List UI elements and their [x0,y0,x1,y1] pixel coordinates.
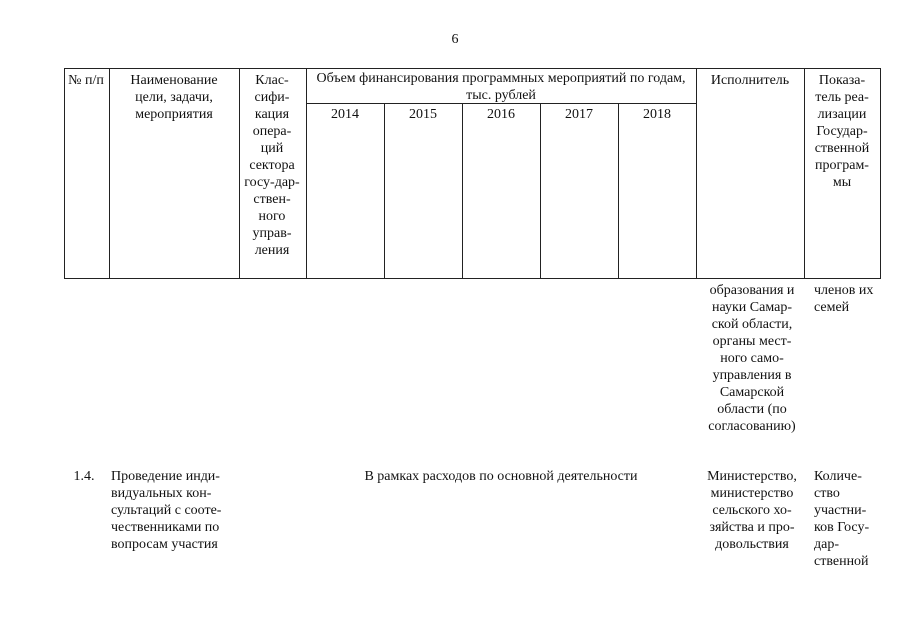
table-top-border [64,68,880,69]
col-border [64,68,65,279]
table-bottom-border [64,278,880,279]
header-executor: Исполнитель [710,73,790,88]
col-border [880,68,881,279]
header-number: № п/п [68,73,104,88]
row-name: Проведение инди-видуальных кон-сультаций с соотe-чественниками по вопросам участия [111,469,222,552]
header-indicator: Показа-тель реа-лизации Государ-ственной програм-мы [814,73,870,190]
col-border [804,68,805,279]
col-border [384,103,385,279]
continued-executor: образования и науки Самар-ской области, органы мест-ного само-управления в Самарской области (по согласованию) [708,283,796,434]
col-border [109,68,110,279]
row-executor: Министерство, министерство сельского хо-зяйства и про-довольствия [707,469,797,552]
header-funding: Объем финансирования программных мероприятий по годам, тыс. рублей [316,71,686,103]
col-border [540,103,541,279]
header-year-2016: 2016 [487,107,515,122]
col-border [462,103,463,279]
header-year-2018: 2018 [643,107,671,122]
row-number: 1.4. [73,469,95,484]
row-funding: В рамках расходов по основной деятельности [364,469,638,484]
col-border [306,68,307,279]
header-year-2017: 2017 [565,107,593,122]
header-name: Наименование цели, задачи, мероприятия [130,73,218,122]
row-indicator: Количе-ство участни-ков Госу-дар-ственной [814,469,870,569]
col-border [696,68,697,279]
continued-indicator: членов их семей [814,283,874,315]
header-classification: Клас-сифи-кация опера-ций сектора госу-дар-ствен-ного управ-ления [244,73,300,258]
col-border [239,68,240,279]
header-year-2014: 2014 [331,107,359,122]
col-border [618,103,619,279]
page-number: 6 [451,32,459,47]
header-year-2015: 2015 [409,107,437,122]
